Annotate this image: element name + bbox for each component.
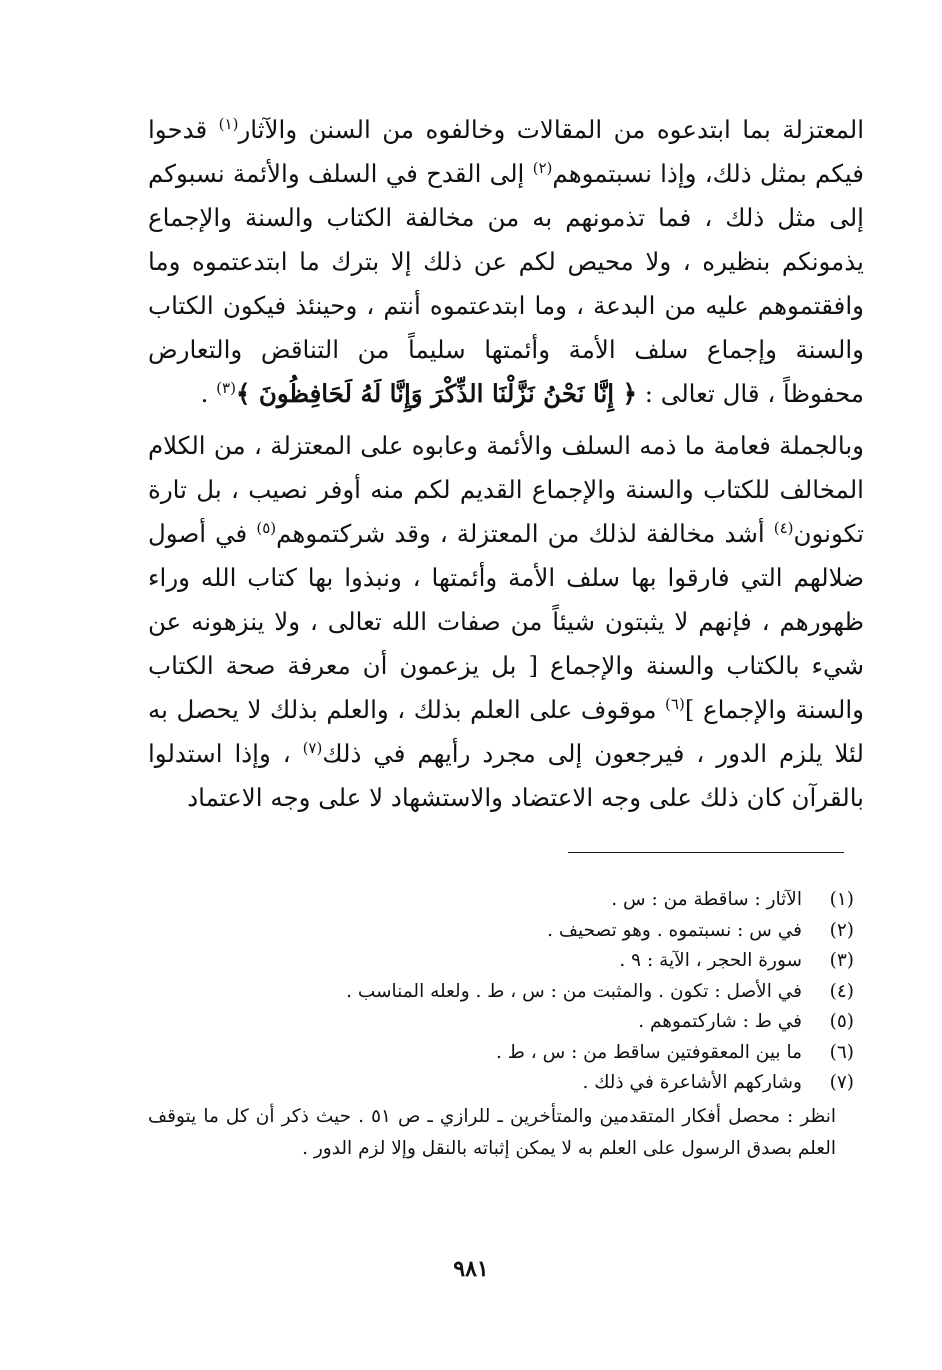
footnotes (148, 885, 854, 1165)
footnote-marker: (٣) (216, 379, 236, 397)
footnote-4 (148, 977, 854, 1008)
footnote-7 (148, 1068, 854, 1099)
footnote-marker: (٧) (302, 739, 323, 757)
footnote-marker: (٢) (532, 159, 553, 177)
footnote-number: (٢) (829, 919, 854, 941)
text-run: إلى القدح في السلف والأئمة نسبوكم إلى مثل ذلك ، فما تذمونهم به من مخالفة الكتاب والسنة والإجماع يذمونكم بنظيره ، ولا محيص لكم عن ذلك إلا بترك ما ابتدعتموه وما وافقتموهم عليه من البدعة ، وما ابتدعتموه أنتم ، وحينئذ فيكون الكتاب والسنة وإجماع سلف الأمة وأئمتها سليماً من التناقض والتعارض محفوظاً ، قال تعالى : (148, 159, 864, 408)
paragraph-2 (148, 424, 864, 820)
footnote-text: في ط : شاركتموهم . (638, 1011, 802, 1032)
footnote-marker: (١) (218, 115, 239, 133)
main-text (148, 108, 864, 820)
text-run: وبالجملة فعامة ما ذمه السلف والأئمة وعابوه على المعتزلة ، من الكلام المخالف للكتاب والسنة والإجماع القديم لكم منه أوفر نصيب ، بل تارة تكونون (148, 431, 864, 548)
text-run: قدحوا فيكم بمثل ذلك، وإذا نسبتموهم (148, 115, 864, 188)
page-number: ٩٨١ (453, 1256, 489, 1282)
footnote-marker: (٥) (256, 519, 277, 537)
paragraph-1 (148, 108, 864, 416)
footnote-text: سورة الحجر ، الآية : ٩ . (619, 950, 802, 971)
footnote-number: (٣) (829, 950, 854, 971)
footnote-marker: (٦) (665, 695, 685, 713)
quran-verse: ﴿ إِنَّا نَحْنُ نَزَّلْنَا الذِّكْرَ وَإِنَّا لَهُ لَحَافِظُونَ ﴾ (235, 379, 637, 408)
footnote-separator (568, 852, 844, 853)
footnote-3 (148, 946, 854, 977)
text-run: موقوف على العلم بذلك ، والعلم بذلك لا يحصل به لئلا يلزم الدور ، فيرجعون إلى مجرد رأيهم في ذلك (148, 695, 864, 768)
footnote-number: (٤) (829, 980, 854, 1002)
footnote-number: (١) (829, 889, 854, 910)
footnote-2 (148, 916, 854, 947)
footnote-number: (٦) (829, 1041, 854, 1063)
footnote-number: (٧) (829, 1072, 854, 1093)
text-run: . (200, 379, 217, 408)
footnote-number: (٥) (829, 1011, 854, 1032)
text-run: في أصول ضلالهم التي فارقوا بها سلف الأمة وأئمتها ، ونبذوا بها كتاب الله وراء ظهورهم ، فإنهم لا يثبتون شيئاً من صفات الله تعالى ، ولا ينزهونه عن شيء بالكتاب والسنة والإجماع [ بل يزعمون أن معرفة صحة الكتاب والسنة والإجماع ] (148, 519, 865, 724)
footnote-7-continuation: انظر : محصل أفكار المتقدمين والمتأخرين ـ للرازي ـ ص ٥١ . حيث ذكر أن كل ما يتوقف العلم بصدق الرسول على العلم به لا يمكن إثباته بالنقل وإلا لزم الدور . (148, 1105, 836, 1159)
footnote-text: ما بين المعقوفتين ساقط من : س ، ط . (496, 1041, 802, 1063)
text-run: المعتزلة بما ابتدعوه من المقالات وخالفوه من السنن والآثار (238, 115, 864, 144)
footnote-6 (148, 1038, 854, 1069)
footnote-text: في الأصل : تكون . والمثبت من : س ، ط . ولعله المناسب . (346, 980, 802, 1002)
footnote-5 (148, 1007, 854, 1038)
footnote-text: الآثار : ساقطة من : س . (611, 889, 802, 910)
footnote-marker: (٤) (773, 519, 794, 537)
text-run: ، وإذا استدلوا بالقرآن كان ذلك على وجه الاعتضاد والاستشهاد لا على وجه الاعتماد (148, 739, 864, 812)
footnote-text: في س : نسبتموه . وهو تصحيف . (547, 919, 802, 941)
footnote-text: وشاركهم الأشاعرة في ذلك . (582, 1072, 802, 1093)
footnote-1 (148, 885, 854, 916)
text-run: أشد مخالفة لذلك من المعتزلة ، وقد شركتموهم (276, 519, 774, 548)
